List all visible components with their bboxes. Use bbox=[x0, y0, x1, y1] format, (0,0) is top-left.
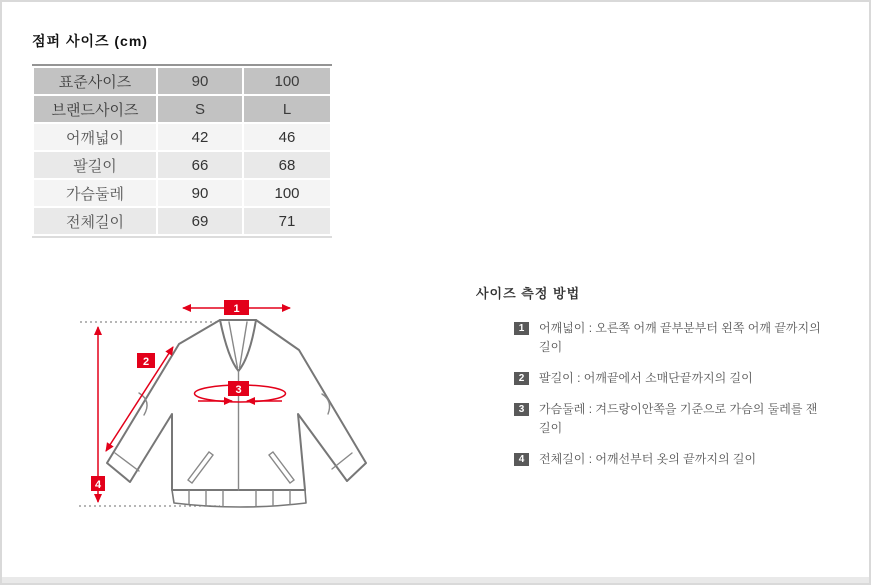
guide-item-text: 가슴둘레 : 겨드랑이안쪽을 기준으로 가슴의 둘레를 잰 길이 bbox=[539, 402, 818, 435]
guide-item-shoulder bbox=[514, 319, 846, 357]
cell-value: 66 bbox=[158, 152, 242, 178]
guide-item-text: 어깨넓이 : 오른쪽 어깨 끝부분부터 왼쪽 어깨 끝까지의 길이 bbox=[539, 321, 821, 354]
guide-item-text: 팔길이 : 어깨끝에서 소매단끝까지의 길이 bbox=[539, 371, 753, 385]
page-title: 점퍼 사이즈 (cm) bbox=[32, 33, 148, 49]
guide-list bbox=[476, 319, 846, 469]
row-label: 브랜드사이즈 bbox=[34, 96, 156, 122]
cell-value: 46 bbox=[244, 124, 330, 150]
cell-value: 90 bbox=[158, 68, 242, 94]
cell-value: 100 bbox=[244, 68, 330, 94]
guide-item-text: 전체길이 : 어깨선부터 옷의 끝까지의 길이 bbox=[539, 452, 757, 466]
guide-num-badge: 2 bbox=[514, 372, 529, 385]
guide-title: 사이즈 측정 방법 bbox=[476, 286, 581, 301]
guide-num-badge: 3 bbox=[514, 403, 529, 416]
cell-value: S bbox=[158, 96, 242, 122]
cell-value: 42 bbox=[158, 124, 242, 150]
table-row-shoulder bbox=[34, 124, 330, 150]
page-bottom-edge bbox=[2, 577, 869, 583]
cell-value: 71 bbox=[244, 208, 330, 234]
cell-value: L bbox=[244, 96, 330, 122]
guide-num-badge: 4 bbox=[514, 453, 529, 466]
size-table bbox=[32, 64, 332, 238]
table-row-brand-size bbox=[34, 96, 330, 122]
table-row-standard-size bbox=[34, 68, 330, 94]
marker-badges bbox=[91, 300, 249, 491]
row-label: 전체길이 bbox=[34, 208, 156, 234]
guide-num-badge: 1 bbox=[514, 322, 529, 335]
jacket-measurement-diagram bbox=[57, 280, 437, 530]
jacket-details bbox=[115, 322, 352, 506]
row-label: 표준사이즈 bbox=[34, 68, 156, 94]
row-label: 어깨넓이 bbox=[34, 124, 156, 150]
table-row-arm bbox=[34, 152, 330, 178]
row-label: 팔길이 bbox=[34, 152, 156, 178]
guide-item-length bbox=[514, 450, 846, 469]
guide-item-chest bbox=[514, 400, 846, 438]
marker-1-num: 1 bbox=[233, 303, 240, 315]
marker-4-num: 4 bbox=[94, 479, 102, 491]
measurement-guide bbox=[476, 283, 846, 481]
cell-value: 68 bbox=[244, 152, 330, 178]
cell-value: 90 bbox=[158, 180, 242, 206]
row-label: 가슴둘레 bbox=[34, 180, 156, 206]
cell-value: 100 bbox=[244, 180, 330, 206]
guide-item-arm bbox=[514, 369, 846, 388]
marker-3-num: 3 bbox=[235, 384, 242, 396]
table-row-chest bbox=[34, 180, 330, 206]
table-row-length bbox=[34, 208, 330, 234]
marker-2-num: 2 bbox=[142, 356, 150, 368]
cell-value: 69 bbox=[158, 208, 242, 234]
jacket-outline bbox=[107, 320, 366, 507]
